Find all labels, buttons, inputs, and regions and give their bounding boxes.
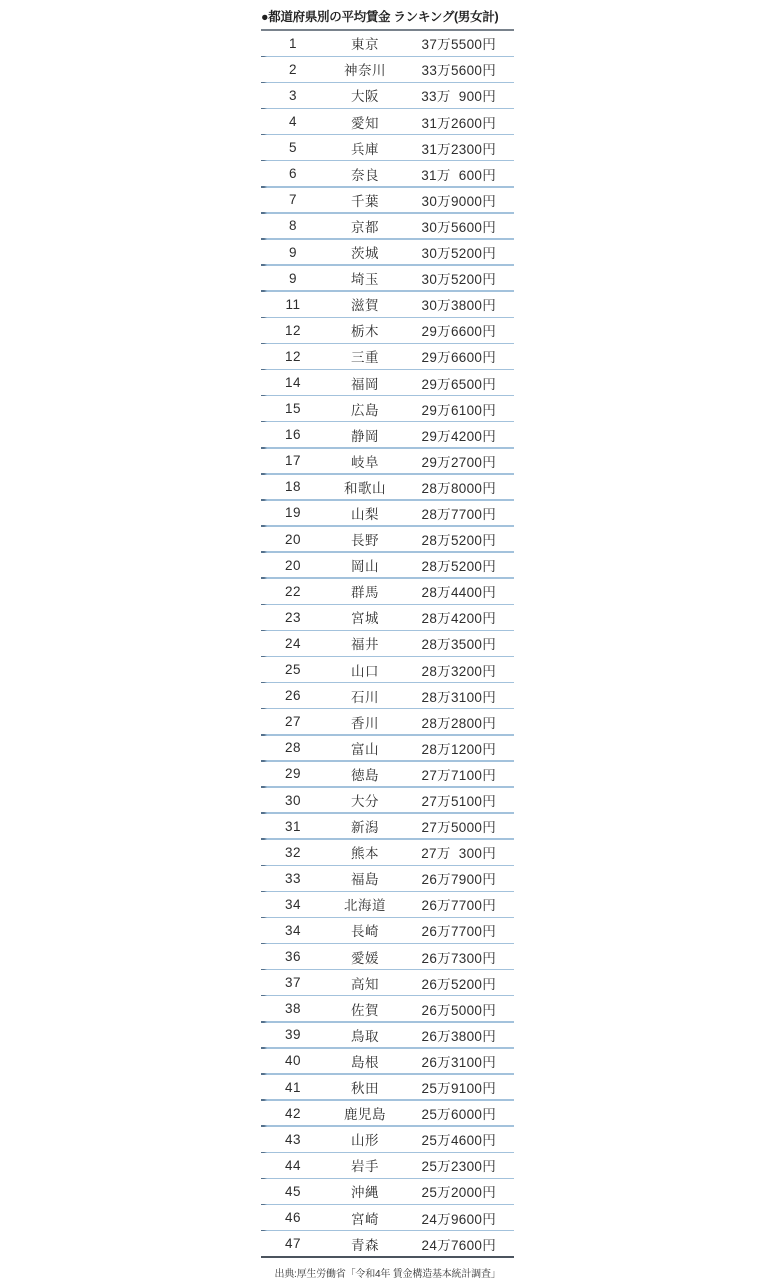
prefecture-cell: 岡山 <box>351 559 379 575</box>
wage-cell: 29万6600円 <box>421 324 496 340</box>
rank-cell: 34 <box>284 896 302 912</box>
table-row <box>261 579 514 604</box>
table-row <box>261 240 514 265</box>
prefecture-cell: 山形 <box>351 1133 379 1149</box>
rank-cell: 37 <box>284 975 302 991</box>
source-citation: 出典:厚生労働省「令和4年 賃金構造基本統計調査」 <box>274 1268 501 1280</box>
table-row <box>261 709 514 734</box>
prefecture-cell: 群馬 <box>351 585 379 601</box>
rank-cell: 22 <box>284 583 302 599</box>
table-row <box>261 1179 514 1204</box>
wage-cell: 30万3800円 <box>421 298 496 314</box>
table-row <box>261 318 514 343</box>
wage-cell: 31万2600円 <box>421 115 496 131</box>
wage-cell: 28万3100円 <box>421 689 496 705</box>
table-row <box>261 475 514 500</box>
rank-cell: 46 <box>284 1210 302 1226</box>
prefecture-cell: 滋賀 <box>351 298 379 314</box>
wage-cell: 24万9600円 <box>421 1211 496 1227</box>
prefecture-cell: 大阪 <box>351 89 379 105</box>
table-row <box>261 918 514 943</box>
prefecture-cell: 鳥取 <box>351 1028 379 1044</box>
prefecture-cell: 徳島 <box>351 767 379 783</box>
table-row <box>261 605 514 630</box>
rank-cell: 14 <box>284 375 302 391</box>
rank-cell: 42 <box>284 1105 302 1121</box>
rank-cell: 36 <box>284 949 302 965</box>
prefecture-cell: 千葉 <box>351 193 379 209</box>
rank-cell: 26 <box>284 688 302 704</box>
wage-cell: 28万7700円 <box>421 506 496 522</box>
wage-cell: 25万6000円 <box>421 1107 496 1123</box>
prefecture-cell: 沖縄 <box>351 1185 379 1201</box>
table-row <box>261 266 514 291</box>
wage-cell: 26万7700円 <box>421 924 496 940</box>
table-row <box>261 1231 514 1256</box>
table-row <box>261 135 514 160</box>
wage-cell: 26万7700円 <box>421 898 496 914</box>
wage-cell: 28万5200円 <box>421 559 496 575</box>
rank-cell: 28 <box>284 740 302 756</box>
prefecture-cell: 佐賀 <box>351 1002 379 1018</box>
rank-cell: 18 <box>284 479 302 495</box>
rank-cell: 41 <box>284 1079 302 1095</box>
rank-cell: 32 <box>284 844 302 860</box>
wage-cell: 30万9000円 <box>421 193 496 209</box>
rank-cell: 6 <box>288 166 297 182</box>
table-row <box>261 631 514 656</box>
prefecture-cell: 高知 <box>351 976 379 992</box>
rank-cell: 34 <box>284 922 302 938</box>
wage-cell: 28万2800円 <box>421 715 496 731</box>
wage-cell: 26万7900円 <box>421 872 496 888</box>
table-row <box>261 944 514 969</box>
wage-cell: 30万5200円 <box>421 246 496 262</box>
table-row <box>261 527 514 552</box>
table-row <box>261 83 514 108</box>
wage-cell: 28万8000円 <box>421 480 496 496</box>
table-row <box>261 449 514 474</box>
prefecture-cell: 愛媛 <box>351 950 379 966</box>
wage-cell: 29万2700円 <box>421 454 496 470</box>
wage-cell: 25万2000円 <box>421 1185 496 1201</box>
prefecture-cell: 富山 <box>351 741 379 757</box>
rank-cell: 33 <box>284 870 302 886</box>
table-row <box>261 996 514 1021</box>
prefecture-cell: 広島 <box>351 402 379 418</box>
table-row <box>261 1153 514 1178</box>
table-row <box>261 109 514 134</box>
wage-cell: 37万5500円 <box>421 37 496 53</box>
prefecture-cell: 兵庫 <box>351 141 379 157</box>
rank-cell: 38 <box>284 1001 302 1017</box>
wage-cell: 33万 900円 <box>421 89 496 105</box>
table-row <box>261 422 514 447</box>
rank-cell: 29 <box>284 766 302 782</box>
rank-cell: 5 <box>288 140 297 156</box>
table-row <box>261 970 514 995</box>
wage-cell: 26万5200円 <box>421 976 496 992</box>
wage-cell: 29万6100円 <box>421 402 496 418</box>
prefecture-cell: 東京 <box>351 37 379 53</box>
rank-cell: 20 <box>284 531 302 547</box>
table-row <box>261 683 514 708</box>
prefecture-cell: 長崎 <box>351 924 379 940</box>
table-row <box>261 31 514 56</box>
wage-cell: 26万7300円 <box>421 950 496 966</box>
rank-cell: 16 <box>284 427 302 443</box>
prefecture-cell: 岐阜 <box>351 454 379 470</box>
prefecture-cell: 埼玉 <box>351 272 379 288</box>
prefecture-cell: 宮城 <box>351 611 379 627</box>
table-row <box>261 1205 514 1230</box>
wage-cell: 26万3800円 <box>421 1028 496 1044</box>
table-row <box>261 788 514 813</box>
rank-cell: 43 <box>284 1131 302 1147</box>
prefecture-cell: 茨城 <box>351 246 379 262</box>
wage-cell: 26万3100円 <box>421 1054 496 1070</box>
table-row <box>261 553 514 578</box>
table-row <box>261 292 514 317</box>
wage-cell: 31万 600円 <box>421 167 496 183</box>
prefecture-cell: 山梨 <box>351 506 379 522</box>
ranking-table <box>261 29 514 1258</box>
prefecture-cell: 栃木 <box>351 324 379 340</box>
prefecture-cell: 香川 <box>351 715 379 731</box>
prefecture-cell: 北海道 <box>344 898 386 914</box>
rank-cell: 12 <box>284 322 302 338</box>
wage-cell: 25万9100円 <box>421 1081 496 1097</box>
rank-cell: 2 <box>288 61 297 77</box>
prefecture-cell: 島根 <box>351 1054 379 1070</box>
table-row <box>261 396 514 421</box>
wage-ranking-panel <box>261 7 514 1280</box>
table-row <box>261 501 514 526</box>
page-title: ●都道府県別の平均賃金 ランキング(男女計) <box>261 10 499 24</box>
rank-cell: 1 <box>288 35 297 51</box>
prefecture-cell: 和歌山 <box>344 480 386 496</box>
prefecture-cell: 熊本 <box>351 846 379 862</box>
rank-cell: 12 <box>284 348 302 364</box>
rank-cell: 20 <box>284 557 302 573</box>
rank-cell: 4 <box>288 114 297 130</box>
prefecture-cell: 鹿児島 <box>344 1107 386 1123</box>
prefecture-cell: 福島 <box>351 872 379 888</box>
prefecture-cell: 三重 <box>351 350 379 366</box>
rank-cell: 44 <box>284 1157 302 1173</box>
rank-cell: 45 <box>284 1183 302 1199</box>
prefecture-cell: 秋田 <box>351 1081 379 1097</box>
table-row <box>261 57 514 82</box>
rank-cell: 8 <box>288 218 297 234</box>
rank-cell: 19 <box>284 505 302 521</box>
table-row <box>261 657 514 682</box>
prefecture-cell: 大分 <box>351 794 379 810</box>
prefecture-cell: 岩手 <box>351 1159 379 1175</box>
wage-cell: 28万3500円 <box>421 637 496 653</box>
wage-cell: 28万1200円 <box>421 741 496 757</box>
rank-cell: 11 <box>285 296 301 312</box>
table-row <box>261 161 514 186</box>
table-row <box>261 840 514 865</box>
rank-cell: 47 <box>284 1236 302 1252</box>
wage-cell: 28万3200円 <box>421 663 496 679</box>
wage-cell: 31万2300円 <box>421 141 496 157</box>
prefecture-cell: 宮崎 <box>351 1211 379 1227</box>
wage-cell: 24万7600円 <box>421 1237 496 1253</box>
wage-cell: 27万7100円 <box>421 767 496 783</box>
rank-cell: 23 <box>284 609 302 625</box>
rank-cell: 9 <box>288 244 297 260</box>
table-row <box>261 370 514 395</box>
table-row <box>261 762 514 787</box>
wage-cell: 27万5100円 <box>421 794 496 810</box>
table-row <box>261 892 514 917</box>
rank-cell: 27 <box>284 714 302 730</box>
wage-cell: 30万5200円 <box>421 272 496 288</box>
wage-cell: 28万5200円 <box>421 533 496 549</box>
wage-cell: 29万6600円 <box>421 350 496 366</box>
prefecture-cell: 福井 <box>351 637 379 653</box>
wage-cell: 28万4400円 <box>421 585 496 601</box>
rank-cell: 17 <box>284 453 302 469</box>
table-row <box>261 1101 514 1126</box>
prefecture-cell: 石川 <box>351 689 379 705</box>
wage-cell: 29万6500円 <box>421 376 496 392</box>
prefecture-cell: 静岡 <box>351 428 379 444</box>
prefecture-cell: 奈良 <box>351 167 379 183</box>
table-row <box>261 1023 514 1048</box>
rank-cell: 30 <box>284 792 302 808</box>
rank-cell: 7 <box>288 192 297 208</box>
table-row <box>261 214 514 239</box>
wage-cell: 27万5000円 <box>421 820 496 836</box>
wage-cell: 26万5000円 <box>421 1002 496 1018</box>
prefecture-cell: 長野 <box>351 533 379 549</box>
table-row <box>261 1049 514 1074</box>
prefecture-cell: 神奈川 <box>344 63 386 79</box>
rank-cell: 24 <box>284 635 302 651</box>
prefecture-cell: 青森 <box>351 1237 379 1253</box>
wage-cell: 27万 300円 <box>421 846 496 862</box>
wage-cell: 28万4200円 <box>421 611 496 627</box>
wage-cell: 30万5600円 <box>421 219 496 235</box>
wage-cell: 29万4200円 <box>421 428 496 444</box>
table-row <box>261 1075 514 1100</box>
rank-cell: 40 <box>284 1053 302 1069</box>
wage-cell: 33万5600円 <box>421 63 496 79</box>
rank-cell: 15 <box>284 401 302 417</box>
table-row <box>261 866 514 891</box>
prefecture-cell: 新潟 <box>351 820 379 836</box>
table-row <box>261 1127 514 1152</box>
rank-cell: 3 <box>288 87 297 103</box>
wage-cell: 25万4600円 <box>421 1133 496 1149</box>
table-row <box>261 736 514 761</box>
rank-cell: 9 <box>288 270 297 286</box>
wage-cell: 25万2300円 <box>421 1159 496 1175</box>
prefecture-cell: 愛知 <box>351 115 379 131</box>
rank-cell: 31 <box>284 818 302 834</box>
rank-cell: 39 <box>284 1027 302 1043</box>
prefecture-cell: 山口 <box>351 663 379 679</box>
prefecture-cell: 京都 <box>351 219 379 235</box>
prefecture-cell: 福岡 <box>351 376 379 392</box>
table-row <box>261 344 514 369</box>
rank-cell: 25 <box>284 662 302 678</box>
table-row <box>261 188 514 213</box>
table-row <box>261 814 514 839</box>
